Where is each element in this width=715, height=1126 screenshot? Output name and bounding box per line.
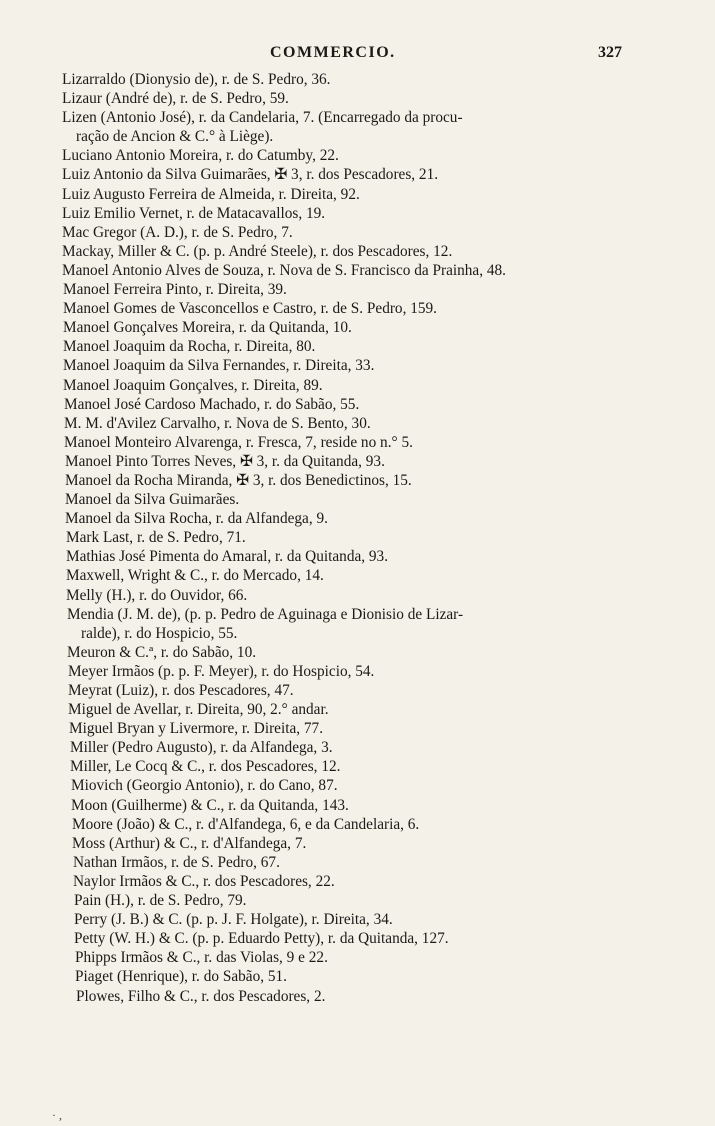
- section-title: COMMERCIO.: [270, 44, 396, 61]
- directory-entry: Manoel Joaquim da Rocha, r. Direita, 80.: [63, 338, 316, 356]
- directory-entry: Manoel Monteiro Alvarenga, r. Fresca, 7, reside no n.° 5.: [64, 433, 413, 451]
- directory-entry: Miller (Pedro Augusto), r. da Alfandega, 3.: [70, 739, 333, 757]
- directory-entry: Mark Last, r. de S. Pedro, 71.: [66, 529, 246, 547]
- directory-entry: Lizarraldo (Dionysio de), r. de S. Pedro, 36.: [62, 71, 331, 88]
- directory-entry: Mathias José Pimenta do Amaral, r. da Quitanda, 93.: [66, 548, 389, 566]
- directory-entry: Meuron & C.ª, r. do Sabão, 10.: [67, 643, 257, 661]
- directory-entry: Miovich (Georgio Antonio), r. do Cano, 87.: [71, 777, 338, 795]
- directory-entry: Meyer Irmãos (p. p. F. Meyer), r. do Hospicio, 54.: [68, 662, 375, 680]
- directory-entry: Maxwell, Wright & C., r. do Mercado, 14.: [66, 567, 324, 585]
- directory-entry: Plowes, Filho & C., r. dos Pescadores, 2.: [76, 987, 326, 1005]
- directory-entry: Lizen (Antonio José), r. da Candelaria, 7. (Encarregado da procu-: [62, 109, 463, 127]
- directory-entry: Nathan Irmãos, r. de S. Pedro, 67.: [73, 853, 280, 871]
- directory-entry: Naylor Irmãos & C., r. dos Pescadores, 22.: [73, 872, 335, 890]
- directory-entry: Meyrat (Luiz), r. dos Pescadores, 47.: [68, 682, 294, 699]
- directory-entry: Manoel José Cardoso Machado, r. do Sabão, 55.: [64, 395, 360, 413]
- directory-entry: Perry (J. B.) & C. (p. p. J. F. Holgate), r. Direita, 34.: [74, 911, 393, 929]
- directory-entry: Manoel Joaquim Gonçalves, r. Direita, 89.: [63, 376, 323, 394]
- directory-entry: Manoel Gomes de Vasconcellos e Castro, r. de S. Pedro, 159.: [63, 300, 438, 318]
- directory-entry: Luciano Antonio Moreira, r. do Catumby, 22.: [62, 147, 339, 165]
- directory-entry: Mac Gregor (A. D.), r. de S. Pedro, 7.: [62, 223, 293, 241]
- directory-entry: Moon (Guilherme) & C., r. da Quitanda, 143.: [71, 796, 349, 814]
- directory-entry: Manoel Antonio Alves de Souza, r. Nova de S. Francisco da Prainha, 48.: [62, 261, 506, 279]
- directory-entry: Petty (W. H.) & C. (p. p. Eduardo Petty), r. da Quitanda, 127.: [74, 930, 449, 948]
- directory-entry: Manoel da Silva Guimarães.: [65, 491, 240, 509]
- directory-entry: Manoel Ferreira Pinto, r. Direita, 39.: [63, 281, 287, 299]
- directory-entry: Miguel Bryan y Livermore, r. Direita, 77.: [69, 720, 324, 738]
- page-number: 327: [598, 44, 622, 61]
- directory-entries: [0, 70, 715, 1006]
- directory-entry: Moss (Arthur) & C., r. d'Alfandega, 7.: [72, 834, 307, 852]
- directory-entry: Lizaur (André de), r. de S. Pedro, 59.: [62, 90, 289, 108]
- directory-entry-continuation: ralde), r. do Hospicio, 55.: [81, 624, 238, 642]
- directory-entry: Phipps Irmãos & C., r. das Violas, 9 e 22.: [75, 949, 328, 967]
- directory-entry: Manoel da Silva Rocha, r. da Alfandega, 9.: [65, 510, 328, 528]
- directory-entry: Mackay, Miller & C. (p. p. André Steele), r. dos Pescadores, 12.: [62, 242, 453, 260]
- directory-entry: Luiz Augusto Ferreira de Almeida, r. Direita, 92.: [62, 185, 360, 203]
- directory-entry: Manoel Pinto Torres Neves, ✠ 3, r. da Quitanda, 93.: [65, 452, 385, 470]
- page-speck-mark: · ,: [52, 1108, 62, 1122]
- directory-entry: Mendia (J. M. de), (p. p. Pedro de Aguinaga e Dionisio de Lizar-: [67, 605, 464, 623]
- directory-entry: Melly (H.), r. do Ouvidor, 66.: [66, 586, 248, 604]
- directory-entry: M. M. d'Avilez Carvalho, r. Nova de S. Bento, 30.: [64, 414, 371, 432]
- directory-entry: Manoel Joaquim da Silva Fernandes, r. Direita, 33.: [63, 357, 375, 375]
- directory-entry: Manoel Gonçalves Moreira, r. da Quitanda, 10.: [63, 319, 352, 337]
- directory-entry: Piaget (Henrique), r. do Sabão, 51.: [75, 968, 287, 986]
- directory-entry-continuation: ração de Ancion & C.° à Liège).: [76, 128, 274, 146]
- directory-entry: Luiz Antonio da Silva Guimarães, ✠ 3, r. dos Pescadores, 21.: [62, 166, 439, 184]
- directory-entry: Miguel de Avellar, r. Direita, 90, 2.° andar.: [68, 701, 329, 719]
- directory-entry: Moore (João) & C., r. d'Alfandega, 6, e da Candelaria, 6.: [72, 815, 420, 833]
- directory-entry: Manoel da Rocha Miranda, ✠ 3, r. dos Benedictinos, 15.: [65, 471, 412, 489]
- directory-entry: Miller, Le Cocq & C., r. dos Pescadores, 12.: [70, 758, 341, 776]
- directory-entry: Pain (H.), r. de S. Pedro, 79.: [74, 892, 247, 910]
- running-head: [0, 44, 715, 66]
- directory-entry: Luiz Emilio Vernet, r. de Matacavallos, 19.: [62, 204, 326, 222]
